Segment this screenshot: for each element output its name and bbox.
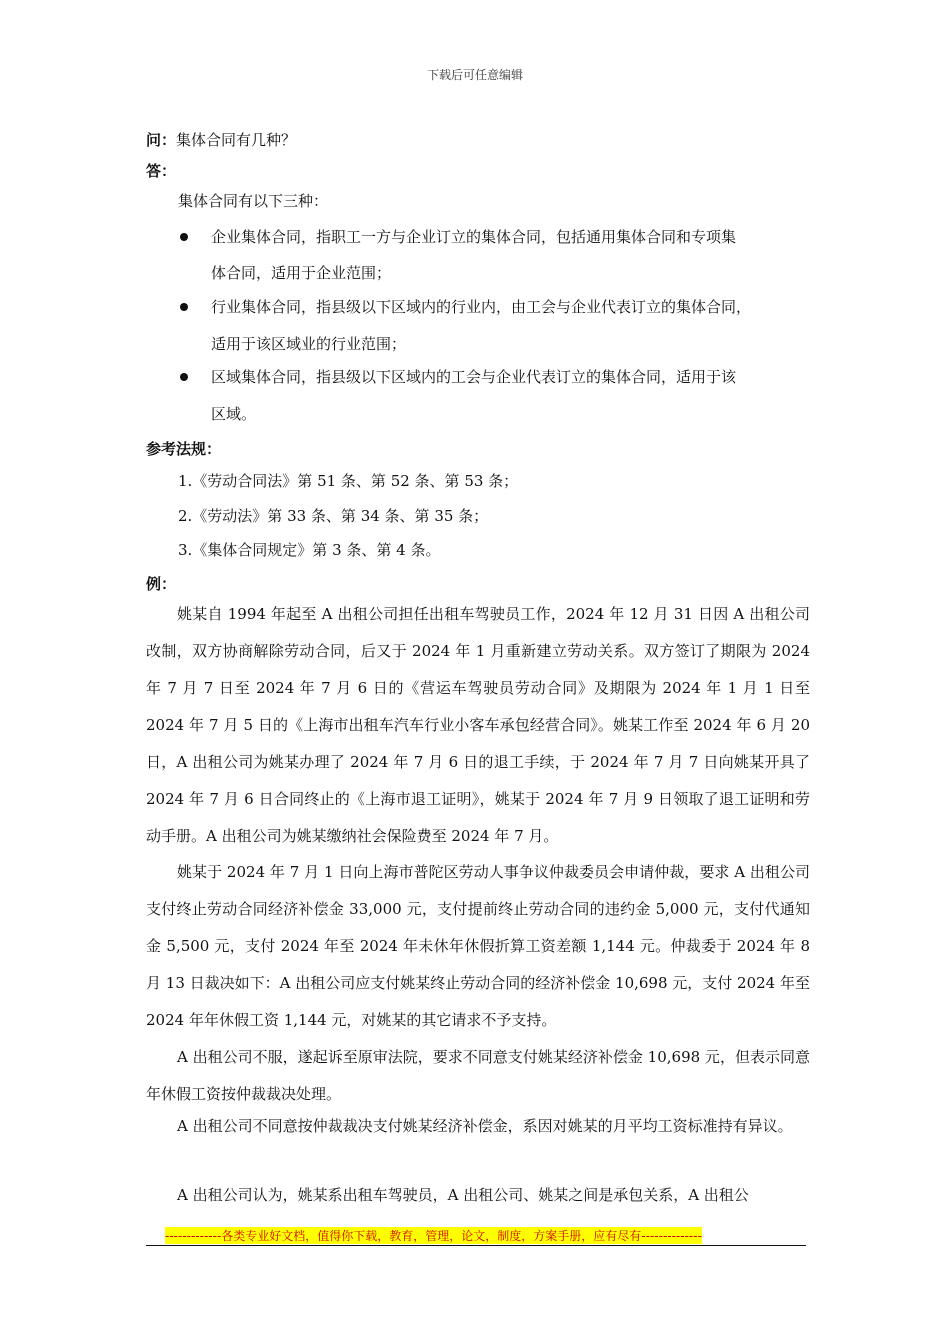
answer-intro: 集体合同有以下三种：	[178, 192, 329, 210]
reference-item: 2.《劳动法》第 33 条、第 34 条、第 35 条；	[178, 507, 489, 525]
answer-label: 答：	[146, 162, 177, 180]
bullet-line: 适用于该区域业的行业范围；	[211, 335, 407, 353]
bullet-icon	[180, 303, 188, 311]
bullet-line: 区域集体合同，指县级以下区域内的工会与企业代表订立的集体合同，适用于该	[211, 368, 737, 386]
reference-label: 参考法规：	[146, 440, 222, 458]
page-header: 下载后可任意编辑	[426, 68, 523, 82]
example-paragraph: 姚某自 1994 年起至 A 出租公司担任出租车驾驶员工作，2024 年 12 月 31 日因 A 出租公司改制，双方协商解除劳动合同，后又于 2024 年 1 月重新建立劳动关系。双方签订了期限为 2024 年 7 月 7 日至 2024 年 7 月 6 日的《营运车驾驶员劳动合同》及期限为 2024 年 1 月 1 日至 2024 年 7 月 5 日的《上海市出租车汽车行业小客车承包经营合同》。姚某工作至 2024 年 6 月 20 日，A 出租公司为姚某办理了 2024 年 7 月 6 日的退工手续，于 2024 年 7 月 7 日向姚某开具了 2024 年 7 月 6 日合同终止的《上海市退工证明》，姚某于 2024 年 7 月 9 日领取了退工证明和劳动手册。A 出租公司为姚某缴纳社会保险费至 2024 年 7 月。	[146, 605, 810, 845]
bullet-line: 行业集体合同，指县级以下区域内的行业内，由工会与企业代表订立的集体合同，	[211, 298, 752, 316]
bullet-icon	[180, 233, 188, 241]
example-paragraph: A 出租公司不同意按仲裁裁决支付姚某经济补偿金，系因对姚某的月平均工资标准持有异议。	[177, 1117, 793, 1135]
reference-item: 1.《劳动合同法》第 51 条、第 52 条、第 53 条；	[178, 472, 519, 490]
question-label: 问：集体合同有几种？	[146, 131, 297, 149]
footer-rule	[146, 1245, 806, 1246]
example-paragraph: 姚某于 2024 年 7 月 1 日向上海市普陀区劳动人事争议仲裁委员会申请仲裁，要求 A 出租公司支付终止劳动合同经济补偿金 33,000 元，支付提前终止劳动合同的违约金 5,000 元，支付代通知金 5,500 元，支付 2024 年至 2024 年未休年休假折算工资差额 1,144 元。仲裁委于 2024 年 8 月 13 日裁决如下：A 出租公司应支付姚某终止劳动合同的经济补偿金 10,698 元，支付 2024 年至 2024 年年休假工资 1,144 元，对姚某的其它请求不予支持。	[146, 863, 810, 1029]
bullet-line: 企业集体合同，指职工一方与企业订立的集体合同，包括通用集体合同和专项集	[211, 228, 737, 246]
example-paragraph: A 出租公司认为，姚某系出租车驾驶员，A 出租公司、姚某之间是承包关系，A 出租公	[177, 1186, 749, 1204]
bullet-line: 体合同，适用于企业范围；	[211, 264, 392, 282]
example-paragraph: A 出租公司不服，遂起诉至原审法院，要求不同意支付姚某经济补偿金 10,698 元，但表示同意年休假工资按仲裁裁决处理。	[146, 1048, 810, 1103]
bullet-icon	[180, 373, 188, 381]
reference-item: 3.《集体合同规定》第 3 条、第 4 条。	[178, 541, 441, 559]
question-text: 集体合同有几种？	[176, 131, 297, 149]
bullet-line: 区域。	[211, 405, 257, 423]
example-label: 例：	[146, 575, 177, 593]
footer-banner: -------------各类专业好文档，值得你下载，教育，管理，论文，制度，方案手册，应有尽有--------------	[165, 1229, 702, 1243]
